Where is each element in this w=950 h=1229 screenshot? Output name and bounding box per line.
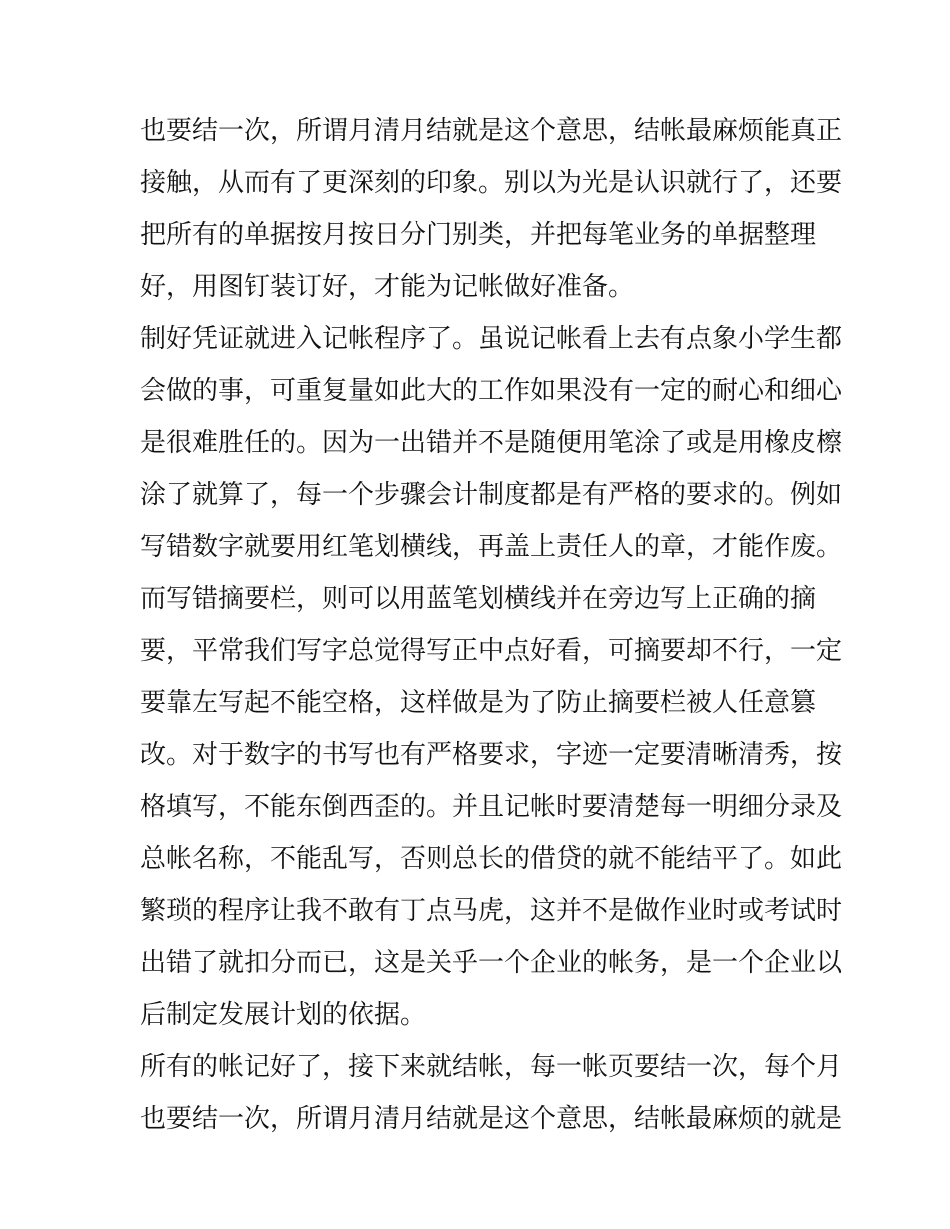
text-line: 写错数字就要用红笔划横线，再盖上责任人的章，才能作废。 xyxy=(140,532,843,562)
text-line: 是很难胜任的。因为一出错并不是随便用笔涂了或是用橡皮檫 xyxy=(140,428,843,458)
text-line: 而写错摘要栏，则可以用蓝笔划横线并在旁边写上正确的摘 xyxy=(140,584,817,614)
text-line: 格填写，不能东倒西歪的。并且记帐时要清楚每一明细分录及 xyxy=(140,792,843,822)
text-line: 好，用图钉装订好，才能为记帐做好准备。 xyxy=(140,272,635,302)
text-line: 把所有的单据按月按日分门别类，并把每笔业务的单据整理 xyxy=(140,220,817,250)
text-line: 出错了就扣分而已，这是关乎一个企业的帐务，是一个企业以 xyxy=(140,948,843,978)
text-line: 涂了就算了，每一个步骤会计制度都是有严格的要求的。例如 xyxy=(140,480,843,510)
text-line: 总帐名称，不能乱写，否则总长的借贷的就不能结平了。如此 xyxy=(140,844,843,874)
text-line: 接触，从而有了更深刻的印象。别以为光是认识就行了，还要 xyxy=(140,168,843,198)
text-line: 要，平常我们写字总觉得写正中点好看，可摘要却不行，一定 xyxy=(140,636,843,666)
text-line: 所有的帐记好了，接下来就结帐，每一帐页要结一次，每个月 xyxy=(140,1052,843,1082)
text-line: 也要结一次，所谓月清月结就是这个意思，结帐最麻烦的就是 xyxy=(140,1104,843,1134)
text-line: 繁琐的程序让我不敢有丁点马虎，这并不是做作业时或考试时 xyxy=(140,896,843,926)
text-line: 要靠左写起不能空格，这样做是为了防止摘要栏被人任意篡 xyxy=(140,688,817,718)
text-line: 也要结一次，所谓月清月结就是这个意思，结帐最麻烦能真正 xyxy=(140,116,843,146)
text-line: 会做的事，可重复量如此大的工作如果没有一定的耐心和细心 xyxy=(140,376,843,406)
text-line: 制好凭证就进入记帐程序了。虽说记帐看上去有点象小学生都 xyxy=(140,324,843,354)
text-line: 改。对于数字的书写也有严格要求，字迹一定要清晰清秀，按 xyxy=(140,740,843,770)
body-text xyxy=(140,105,843,1145)
text-line: 后制定发展计划的依据。 xyxy=(140,1000,427,1030)
